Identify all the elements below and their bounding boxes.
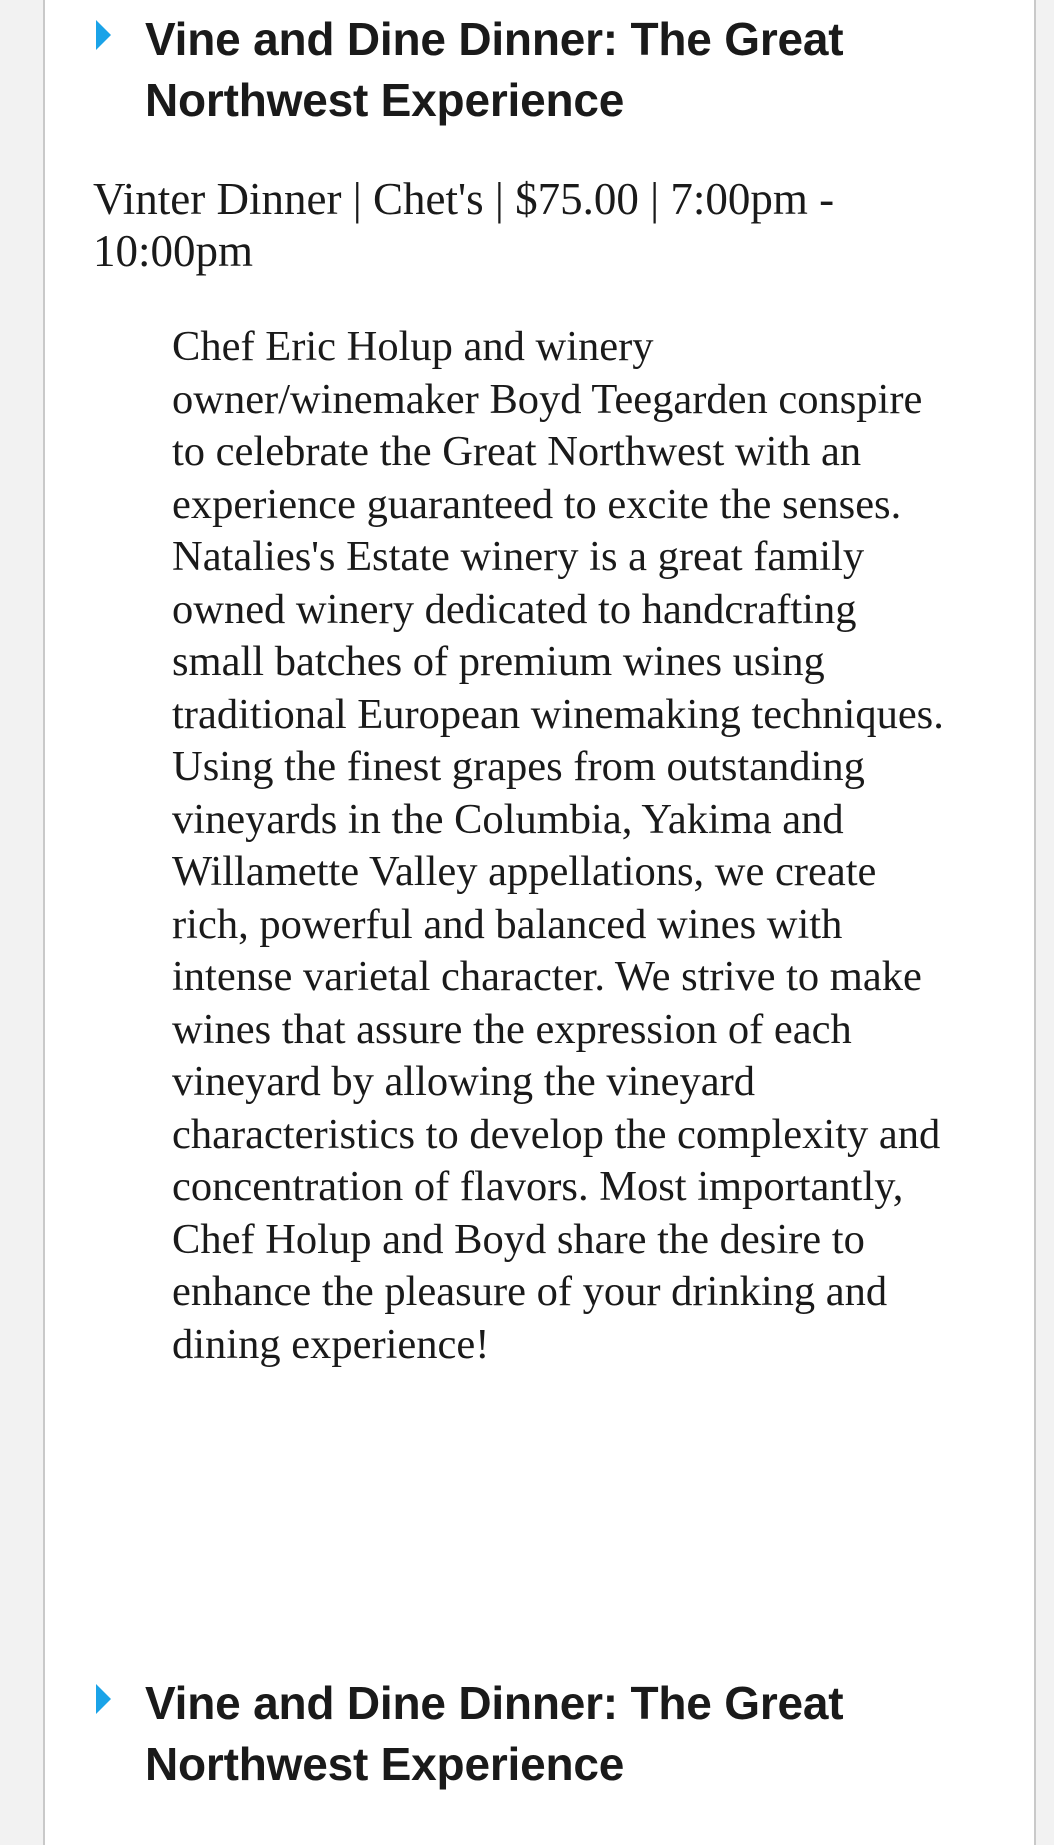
event-details: Vinter Dinner | Chet's | $75.00 | 7:00pm - 10:00pm	[93, 174, 835, 276]
caret-right-icon[interactable]	[92, 1681, 114, 1717]
caret-right-icon[interactable]	[92, 17, 114, 53]
event-heading[interactable]	[92, 9, 852, 131]
event-title[interactable]: Vine and Dine Dinner: The Great Northwest Experience	[145, 13, 844, 126]
event-heading[interactable]	[92, 1673, 852, 1795]
event-title[interactable]: Vine and Dine Dinner: The Great Northwest Experience	[145, 1677, 844, 1790]
event-description: Chef Eric Holup and winery owner/winemaker Boyd Teegarden conspire to celebrate the Great Northwest with an experience guaranteed to excite the senses. Natalies's Estate winery is a great family owned winery dedicated to handcrafting small batches of premium wines using traditional European winemaking techniques. Using the finest grapes from outstanding vineyards in the Columbia, Yakima and Willamette Valley appellations, we create rich, powerful and balanced wines with intense varietal character. We strive to make wines that assure the expression of each vineyard by allowing the vineyard characteristics to develop the complexity and concentration of flavors. Most importantly, Chef Holup and Boyd share the desire to enhance the pleasure of your drinking and dining experience!	[172, 323, 944, 1368]
